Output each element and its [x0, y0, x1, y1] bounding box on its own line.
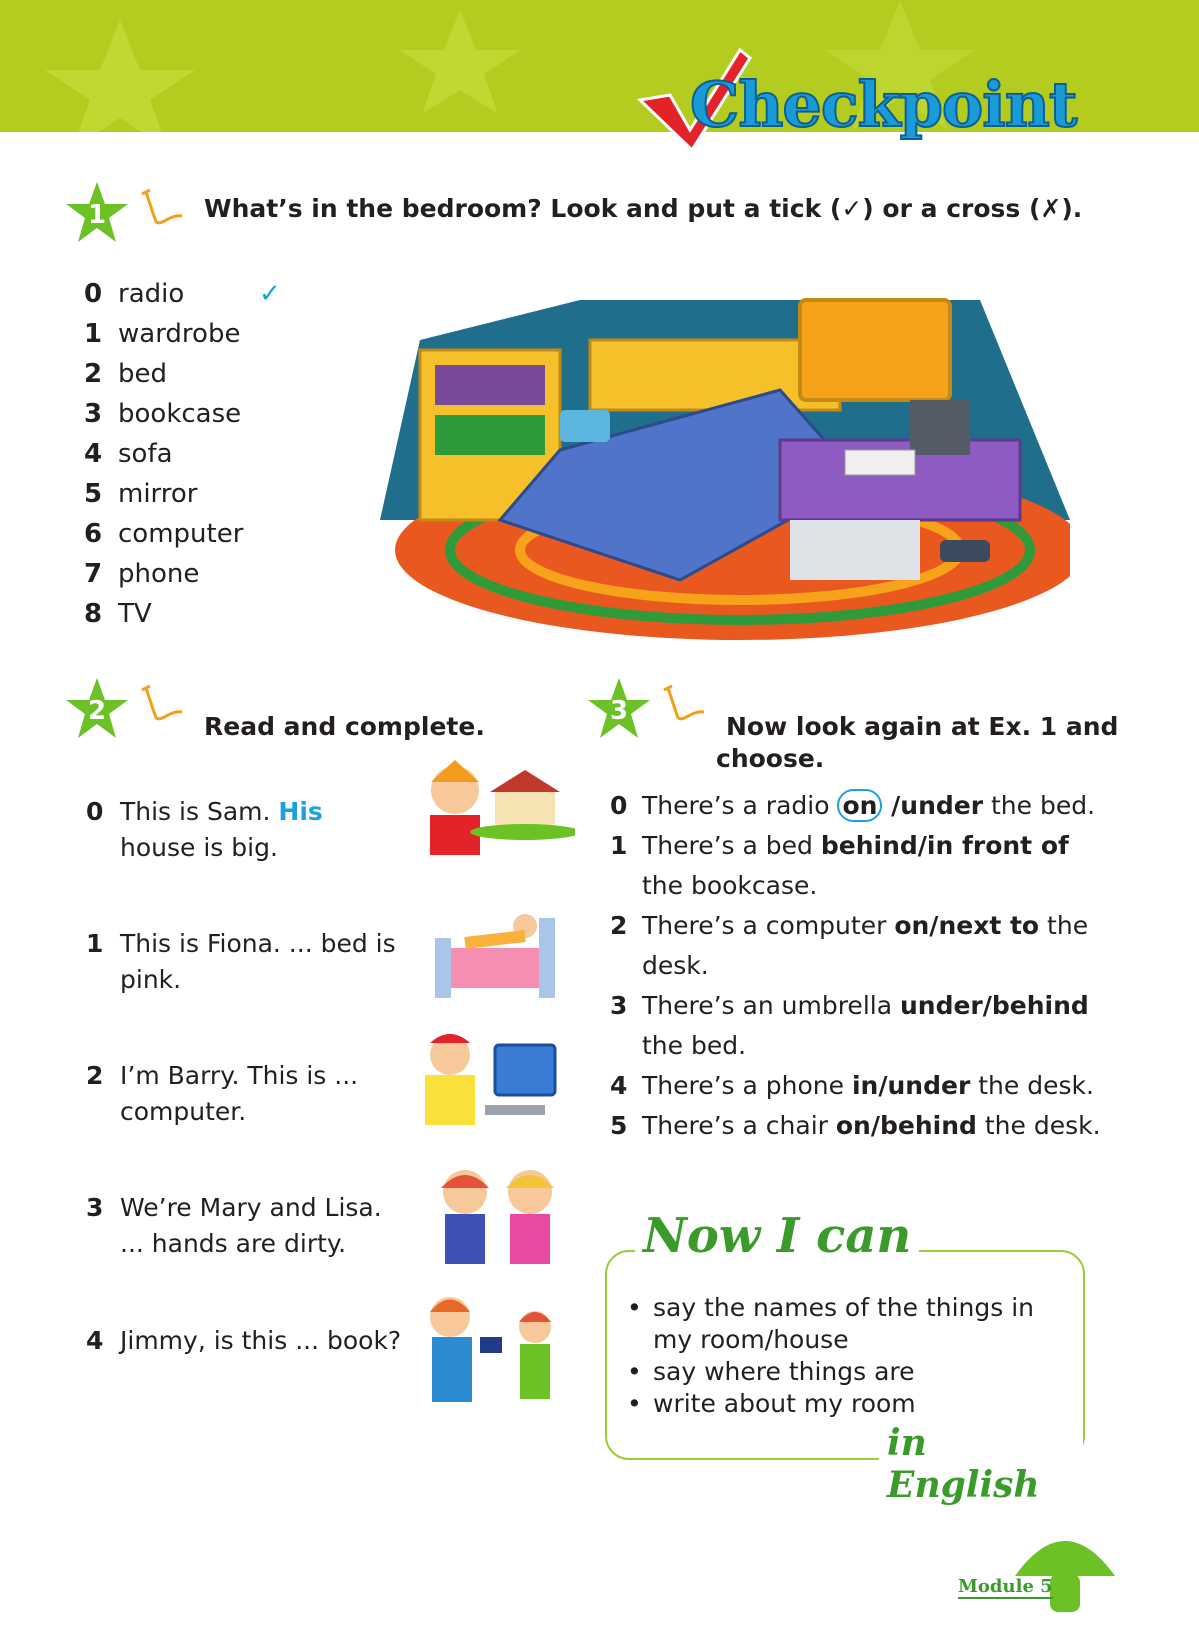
list-item: 7 phone — [84, 559, 200, 589]
ex3-item: 3 There’s an umbrella under/behind the bed. — [610, 991, 1089, 1060]
list-item: 6 computer — [84, 519, 244, 549]
phone — [940, 540, 990, 562]
list-item: • say the names of the things in my room/house — [623, 1292, 1063, 1356]
exercise-2-badge — [64, 676, 130, 742]
radio — [560, 410, 610, 442]
tick-mark[interactable]: ✓ — [259, 279, 281, 309]
ex1-word-list — [84, 274, 344, 634]
list-item: 8 TV — [84, 599, 152, 629]
ex3-item: 2 There’s a computer on/next to the desk. — [610, 911, 1089, 980]
ex3-item: 0 There’s a radio on /under the bed. — [610, 791, 1096, 820]
exercise-number: 3 — [609, 696, 629, 726]
circled-answer[interactable]: on — [837, 789, 882, 822]
list-item: 3 bookcase — [84, 399, 242, 429]
sam-house-illustration — [415, 760, 575, 860]
answer-text: His — [278, 797, 323, 826]
ex3-list — [610, 786, 1110, 1146]
ex2-item: 1 This is Fiona. ... bed is pink. — [86, 929, 396, 994]
bedroom-illustration — [380, 280, 1070, 640]
ex3-item: 1 There’s a bed behind/in front of the bookcase. — [610, 831, 1069, 900]
ex3-item: 4 There’s a phone in/under the desk. — [610, 1071, 1094, 1100]
mary-lisa-illustration — [415, 1162, 575, 1272]
ex2-item: 0 This is Sam. His house is big. — [86, 797, 323, 862]
page-number: 19 — [1049, 1518, 1083, 1546]
exercise-1-badge — [64, 180, 130, 246]
module-label: Module 5 — [958, 1576, 1053, 1597]
fiona-bed-illustration — [425, 898, 565, 1008]
exercise-3-instruction: Now look again at Ex. 1 and — [726, 712, 1119, 741]
exercise-3-instruction-cont: choose. — [716, 744, 825, 773]
now-i-can-title: Now I can — [635, 1208, 919, 1264]
checkpoint-logo — [630, 40, 1090, 160]
ex2-item: 2 I’m Barry. This is ... computer. — [86, 1061, 359, 1126]
ex2-item: 4 Jimmy, is this ... book? — [86, 1326, 402, 1355]
list-item: • say where things are — [623, 1356, 1063, 1388]
in-english-label: in English — [879, 1422, 1083, 1506]
pencil-icon — [660, 682, 712, 728]
computer-monitor — [910, 400, 970, 455]
now-i-can-list — [623, 1292, 1063, 1420]
exercise-number: 2 — [87, 696, 107, 726]
list-item: • write about my room — [623, 1388, 1063, 1420]
ex3-item: 5 There’s a chair on/behind the desk. — [610, 1111, 1101, 1140]
exercise-3-badge — [586, 676, 652, 742]
list-item: 1 wardrobe — [84, 319, 241, 349]
list-item: 0 radio ✓ — [84, 274, 344, 314]
exercise-1-instruction: What’s in the bedroom? Look and put a tick (✓) or a cross (✗). — [204, 194, 1083, 223]
pencil-icon — [138, 682, 190, 728]
page-title: Checkpoint — [690, 68, 1077, 141]
pencil-icon — [138, 186, 190, 232]
jimmy-book-illustration — [410, 1292, 570, 1407]
barry-computer-illustration — [415, 1025, 575, 1135]
exercise-number: 1 — [87, 200, 107, 230]
now-i-can-box — [605, 1208, 1085, 1506]
exercise-2-instruction: Read and complete. — [204, 712, 485, 741]
ex2-item: 3 We’re Mary and Lisa. ... hands are dirty. — [86, 1193, 382, 1258]
list-item: 5 mirror — [84, 479, 198, 509]
list-item: 4 sofa — [84, 439, 173, 469]
list-item: 2 bed — [84, 359, 168, 389]
